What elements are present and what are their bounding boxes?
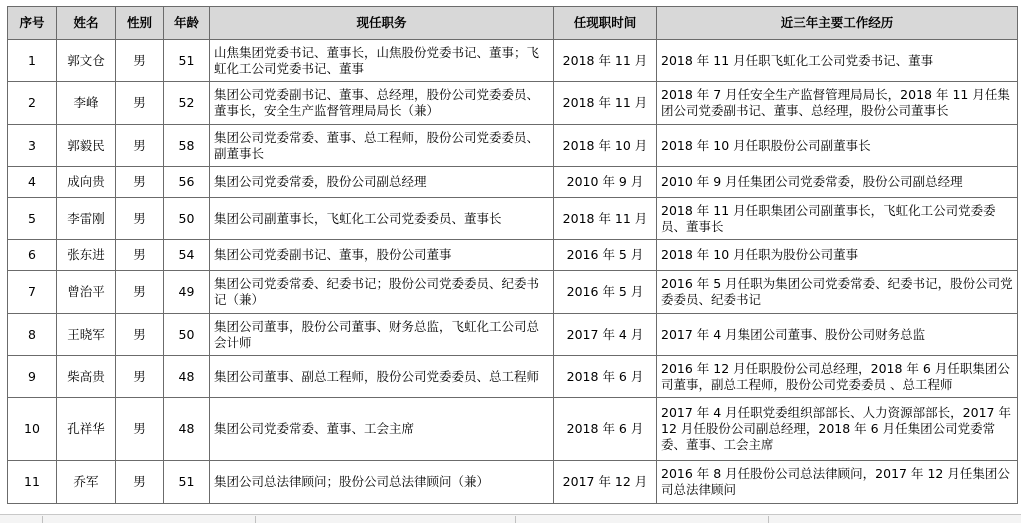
- table-row: [8, 167, 1018, 198]
- cell-age: 56: [164, 167, 210, 198]
- header-since: 任现职时间: [554, 7, 657, 40]
- cell-no: 1: [8, 40, 57, 82]
- cell-experience: 2017 年 4 月任职党委组织部部长、人力资源部部长，2017 年 12 月任股份公司副总经理，2018 年 6 月任集团公司党委常委、董事、工会主席: [657, 398, 1018, 461]
- cell-gender: 男: [116, 314, 164, 356]
- cell-gender: 男: [116, 240, 164, 271]
- cell-position: 集团公司党委副书记、董事，股份公司董事: [210, 240, 554, 271]
- cell-name: 成向贵: [57, 167, 116, 198]
- cell-experience: 2017 年 4 月集团公司董事、股份公司财务总监: [657, 314, 1018, 356]
- cell-age: 48: [164, 398, 210, 461]
- cell-no: 3: [8, 125, 57, 167]
- cell-position: 集团公司党委常委、董事、工会主席: [210, 398, 554, 461]
- cell-since: 2018 年 6 月: [554, 398, 657, 461]
- cell-since: 2018 年 11 月: [554, 198, 657, 240]
- cell-name: 郭毅民: [57, 125, 116, 167]
- cell-age: 49: [164, 271, 210, 314]
- cell-gender: 男: [116, 40, 164, 82]
- cell-gender: 男: [116, 356, 164, 398]
- cell-position: 集团公司副董事长，飞虹化工公司党委委员、董事长: [210, 198, 554, 240]
- cell-gender: 男: [116, 398, 164, 461]
- cell-gender: 男: [116, 198, 164, 240]
- cell-position: 集团公司党委常委、董事、总工程师，股份公司党委委员、副董事长: [210, 125, 554, 167]
- cell-since: 2016 年 5 月: [554, 240, 657, 271]
- header-gender: 性别: [116, 7, 164, 40]
- table-row: [8, 198, 1018, 240]
- cell-experience: 2018 年 11 月任职飞虹化工公司党委书记、董事: [657, 40, 1018, 82]
- cell-no: 9: [8, 356, 57, 398]
- cell-experience: 2010 年 9 月任集团公司党委常委，股份公司副总经理: [657, 167, 1018, 198]
- header-row: [8, 7, 1018, 40]
- cell-experience: 2016 年 12 月任职股份公司总经理，2018 年 6 月任职集团公司董事，副总工程师，股份公司党委委员 、总工程师: [657, 356, 1018, 398]
- cell-no: 4: [8, 167, 57, 198]
- cell-since: 2016 年 5 月: [554, 271, 657, 314]
- cell-position: 集团公司党委常委、纪委书记；股份公司党委委员、纪委书记（兼）: [210, 271, 554, 314]
- table-row: [8, 40, 1018, 82]
- cell-experience: 2016 年 8 月任股份公司总法律顾问，2017 年 12 月任集团公司总法律顾问: [657, 461, 1018, 504]
- cell-no: 8: [8, 314, 57, 356]
- header-no: 序号: [8, 7, 57, 40]
- cell-age: 52: [164, 82, 210, 125]
- table-row: [8, 271, 1018, 314]
- cell-no: 10: [8, 398, 57, 461]
- cell-name: 郭文仓: [57, 40, 116, 82]
- cell-name: 乔军: [57, 461, 116, 504]
- table-row: [8, 82, 1018, 125]
- cell-name: 李雷刚: [57, 198, 116, 240]
- cell-gender: 男: [116, 461, 164, 504]
- cell-position: 集团公司董事，股份公司董事、财务总监，飞虹化工公司总会计师: [210, 314, 554, 356]
- cell-no: 6: [8, 240, 57, 271]
- cell-gender: 男: [116, 271, 164, 314]
- header-name: 姓名: [57, 7, 116, 40]
- cell-age: 54: [164, 240, 210, 271]
- header-age: 年龄: [164, 7, 210, 40]
- cell-name: 王晓军: [57, 314, 116, 356]
- cell-gender: 男: [116, 167, 164, 198]
- header-position: 现任职务: [210, 7, 554, 40]
- table-row: [8, 461, 1018, 504]
- cell-since: 2017 年 12 月: [554, 461, 657, 504]
- cell-age: 51: [164, 40, 210, 82]
- cell-position: 集团公司党委副书记、董事、总经理，股份公司党委委员、董事长，安全生产监督管理局局长（兼）: [210, 82, 554, 125]
- cell-experience: 2018 年 10 月任职股份公司副董事长: [657, 125, 1018, 167]
- table-row: [8, 356, 1018, 398]
- cell-age: 51: [164, 461, 210, 504]
- cell-no: 2: [8, 82, 57, 125]
- cell-name: 柴高贵: [57, 356, 116, 398]
- cell-age: 48: [164, 356, 210, 398]
- cell-age: 50: [164, 198, 210, 240]
- cell-name: 曾治平: [57, 271, 116, 314]
- cell-since: 2018 年 10 月: [554, 125, 657, 167]
- cell-no: 7: [8, 271, 57, 314]
- cell-since: 2010 年 9 月: [554, 167, 657, 198]
- cell-experience: 2016 年 5 月任职为集团公司党委常委、纪委书记，股份公司党委委员、纪委书记: [657, 271, 1018, 314]
- cell-position: 集团公司董事、副总工程师，股份公司党委委员、总工程师: [210, 356, 554, 398]
- header-experience: 近三年主要工作经历: [657, 7, 1018, 40]
- cell-position: 集团公司总法律顾问；股份公司总法律顾问（兼）: [210, 461, 554, 504]
- cell-no: 11: [8, 461, 57, 504]
- cell-since: 2018 年 11 月: [554, 82, 657, 125]
- cell-age: 50: [164, 314, 210, 356]
- cell-position: 山焦集团党委书记、董事长，山焦股份党委书记、董事；飞虹化工公司党委书记、董事: [210, 40, 554, 82]
- cell-name: 张东进: [57, 240, 116, 271]
- cell-name: 李峰: [57, 82, 116, 125]
- cell-gender: 男: [116, 82, 164, 125]
- cell-name: 孔祥华: [57, 398, 116, 461]
- table-row: [8, 240, 1018, 271]
- cell-position: 集团公司党委常委，股份公司副总经理: [210, 167, 554, 198]
- table-row: [8, 398, 1018, 461]
- cell-since: 2017 年 4 月: [554, 314, 657, 356]
- cell-no: 5: [8, 198, 57, 240]
- cell-experience: 2018 年 7 月任安全生产监督管理局局长，2018 年 11 月任集团公司党委副书记、董事、总经理，股份公司董事长: [657, 82, 1018, 125]
- cell-since: 2018 年 11 月: [554, 40, 657, 82]
- cell-age: 58: [164, 125, 210, 167]
- cell-experience: 2018 年 10 月任职为股份公司董事: [657, 240, 1018, 271]
- table-row: [8, 314, 1018, 356]
- staff-table: [7, 6, 1018, 504]
- cell-experience: 2018 年 11 月任职集团公司副董事长，飞虹化工公司党委委员、董事长: [657, 198, 1018, 240]
- cell-since: 2018 年 6 月: [554, 356, 657, 398]
- cell-gender: 男: [116, 125, 164, 167]
- table-row: [8, 125, 1018, 167]
